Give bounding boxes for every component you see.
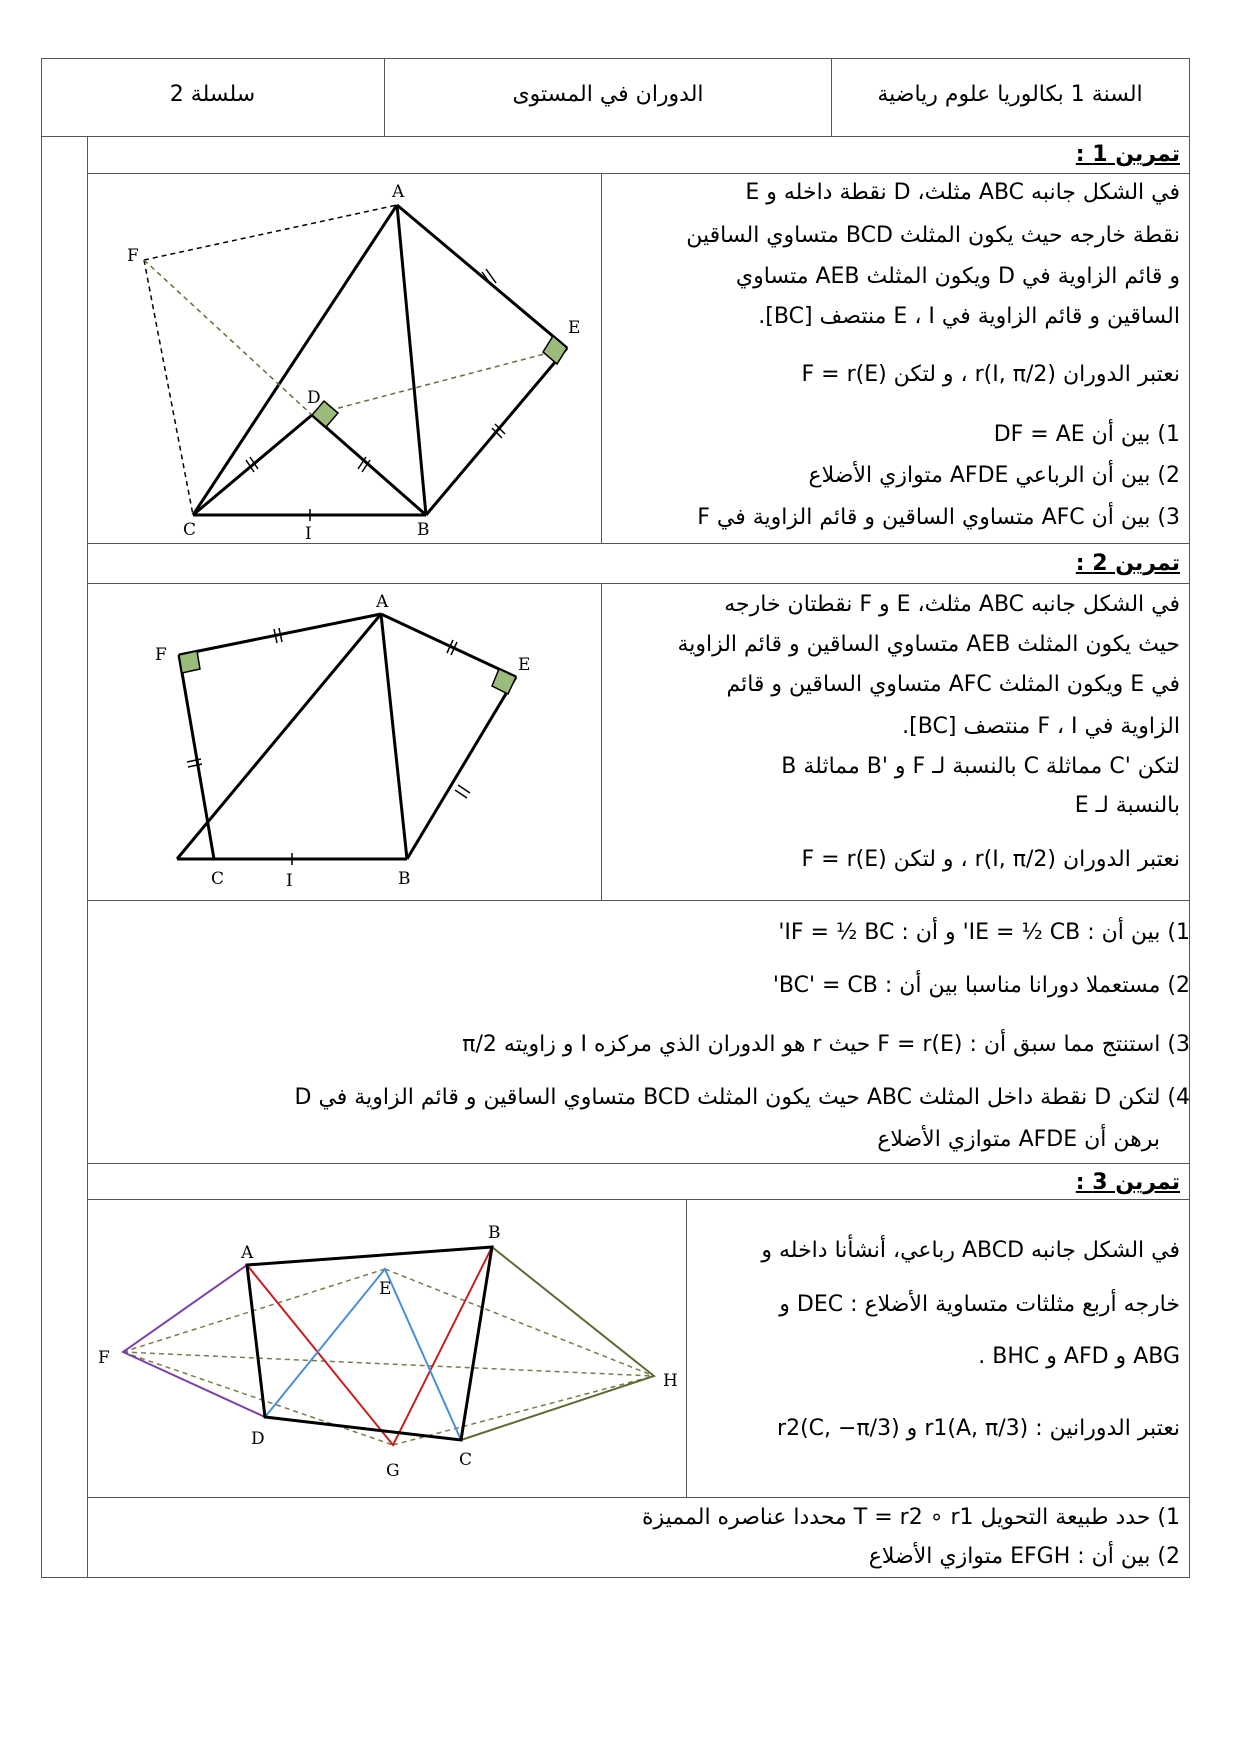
ex2-title: تمرين 2 : bbox=[1075, 551, 1180, 576]
ex3-question: 1) حدد طبيعة التحويل T = r2 ∘ r1 محددا عناصره المميزة bbox=[642, 1505, 1180, 1530]
ex2-line: حيث يكون المثلث AEB متساوي الساقين و قائم الزاوية bbox=[677, 632, 1180, 657]
ex2-question: برهن أن AFDE متوازي الأضلاع bbox=[877, 1127, 1160, 1152]
ex2-fig-bottom-line bbox=[87, 900, 1190, 901]
ex1-line: الساقين و قائم الزاوية في E ، I منتصف [BC]. bbox=[758, 304, 1180, 329]
ex2-line: بالنسبة لـ E bbox=[1074, 793, 1180, 818]
ex1-line: نعتبر الدوران r(I, π/2) ، و لتكن F = r(E) bbox=[801, 362, 1180, 387]
ex3-label-D: D bbox=[251, 1429, 265, 1449]
ex2-question: 2) مستعملا دورانا مناسبا بين أن : BC' = CB' bbox=[772, 973, 1190, 998]
ex1-col-split bbox=[601, 173, 602, 543]
header-bottom-line bbox=[41, 136, 1190, 137]
ex1-question: 2) بين أن الرباعي AFDE متوازي الأضلاع bbox=[808, 463, 1180, 488]
ex1-label-E: E bbox=[568, 318, 581, 338]
margin-line bbox=[87, 136, 88, 1578]
ex2-question: 4) لتكن D نقطة داخل المثلث ABC حيث يكون المثلث BCD متساوي الساقين و قائم الزاوية في D bbox=[294, 1085, 1190, 1110]
ex2-col-split bbox=[601, 583, 602, 900]
ex3-figure bbox=[95, 1210, 680, 1495]
ex2-line: الزاوية في F ، I منتصف [BC]. bbox=[902, 714, 1180, 739]
header-series: سلسلة 2 bbox=[169, 82, 256, 107]
ex2-line: لتكن 'C مماثلة C بالنسبة لـ F و 'B مماثلة B bbox=[781, 754, 1180, 779]
ex2-label-F: F bbox=[155, 645, 167, 665]
header-div-2 bbox=[831, 58, 832, 136]
ex3-line: في الشكل جانبه ABCD رباعي، أنشأنا داخله و bbox=[761, 1238, 1180, 1263]
ex2-label-E: E bbox=[518, 655, 531, 675]
ex3-title-line bbox=[87, 1199, 1190, 1200]
ex3-line: خارجه أربع مثلثات متساوية الأضلاع : DEC و bbox=[779, 1292, 1180, 1317]
ex3-line: ABG و AFD و BHC . bbox=[978, 1344, 1180, 1369]
ex3-label-F: F bbox=[98, 1348, 110, 1368]
ex3-fig-bottom-line bbox=[87, 1497, 1190, 1498]
ex2-question: 3) استنتج مما سبق أن : F = r(E) حيث r هو الدوران الذي مركزه I و زاويته π/2 bbox=[462, 1032, 1190, 1057]
ex3-question: 2) بين أن : EFGH متوازي الأضلاع bbox=[868, 1544, 1180, 1569]
ex1-line: في الشكل جانبه ABC مثلث، D نقطة داخله و E bbox=[745, 180, 1180, 205]
ex1-line: و قائم الزاوية في D ويكون المثلث AEB متساوي bbox=[735, 264, 1180, 289]
ex2-question: 1) بين أن : IE = ½ CB' و أن : IF = ½ BC' bbox=[778, 920, 1190, 945]
header-title: الدوران في المستوى bbox=[512, 82, 704, 107]
ex2-line: في الشكل جانبه ABC مثلث، E و F نقطتان خارجه bbox=[724, 592, 1180, 617]
ex2-line: في E ويكون المثلث AFC متساوي الساقين و قائم bbox=[726, 672, 1180, 697]
ex3-title: تمرين 3 : bbox=[1075, 1170, 1180, 1195]
ex1-label-B: B bbox=[417, 520, 430, 540]
ex2-line: نعتبر الدوران r(I, π/2) ، و لتكن F = r(E) bbox=[801, 847, 1180, 872]
ex1-label-D: D bbox=[307, 388, 321, 408]
ex1-title-line bbox=[87, 173, 1190, 174]
ex2-bottom-line bbox=[87, 1163, 1190, 1164]
ex1-label-C: C bbox=[183, 520, 197, 540]
header-level: السنة 1 بكالوريا علوم رياضية bbox=[877, 82, 1143, 107]
ex2-title-line bbox=[87, 583, 1190, 584]
ex2-label-B: B bbox=[398, 869, 411, 889]
ex2-figure bbox=[140, 590, 560, 896]
ex3-col-split bbox=[686, 1199, 687, 1497]
ex3-label-H: H bbox=[663, 1371, 678, 1391]
ex1-label-F: F bbox=[127, 246, 139, 266]
ex1-label-A: A bbox=[392, 182, 405, 202]
ex1-label-I: I bbox=[305, 524, 312, 540]
ex1-bottom-line bbox=[87, 543, 1190, 544]
ex2-label-I: I bbox=[286, 871, 293, 891]
ex3-label-E: E bbox=[379, 1279, 392, 1299]
ex3-label-B: B bbox=[488, 1223, 501, 1243]
ex1-figure bbox=[100, 176, 590, 540]
ex2-label-A: A bbox=[376, 592, 389, 612]
ex1-question: 1) بين أن DF = AE bbox=[993, 422, 1180, 447]
header-div-1 bbox=[384, 58, 385, 136]
ex3-label-G: G bbox=[386, 1461, 400, 1481]
ex2-label-C: C bbox=[211, 869, 225, 889]
ex3-label-C: C bbox=[459, 1450, 473, 1470]
ex1-question: 3) بين أن AFC متساوي الساقين و قائم الزاوية في F bbox=[697, 505, 1180, 530]
ex1-title: تمرين 1 : bbox=[1075, 142, 1180, 167]
ex3-line: نعتبر الدورانين : r1(A, π/3) و r2(C, −π/3) bbox=[777, 1416, 1180, 1441]
ex1-line: نقطة خارجه حيث يكون المثلث BCD متساوي الساقين bbox=[686, 223, 1180, 248]
ex3-label-A: A bbox=[241, 1243, 254, 1263]
